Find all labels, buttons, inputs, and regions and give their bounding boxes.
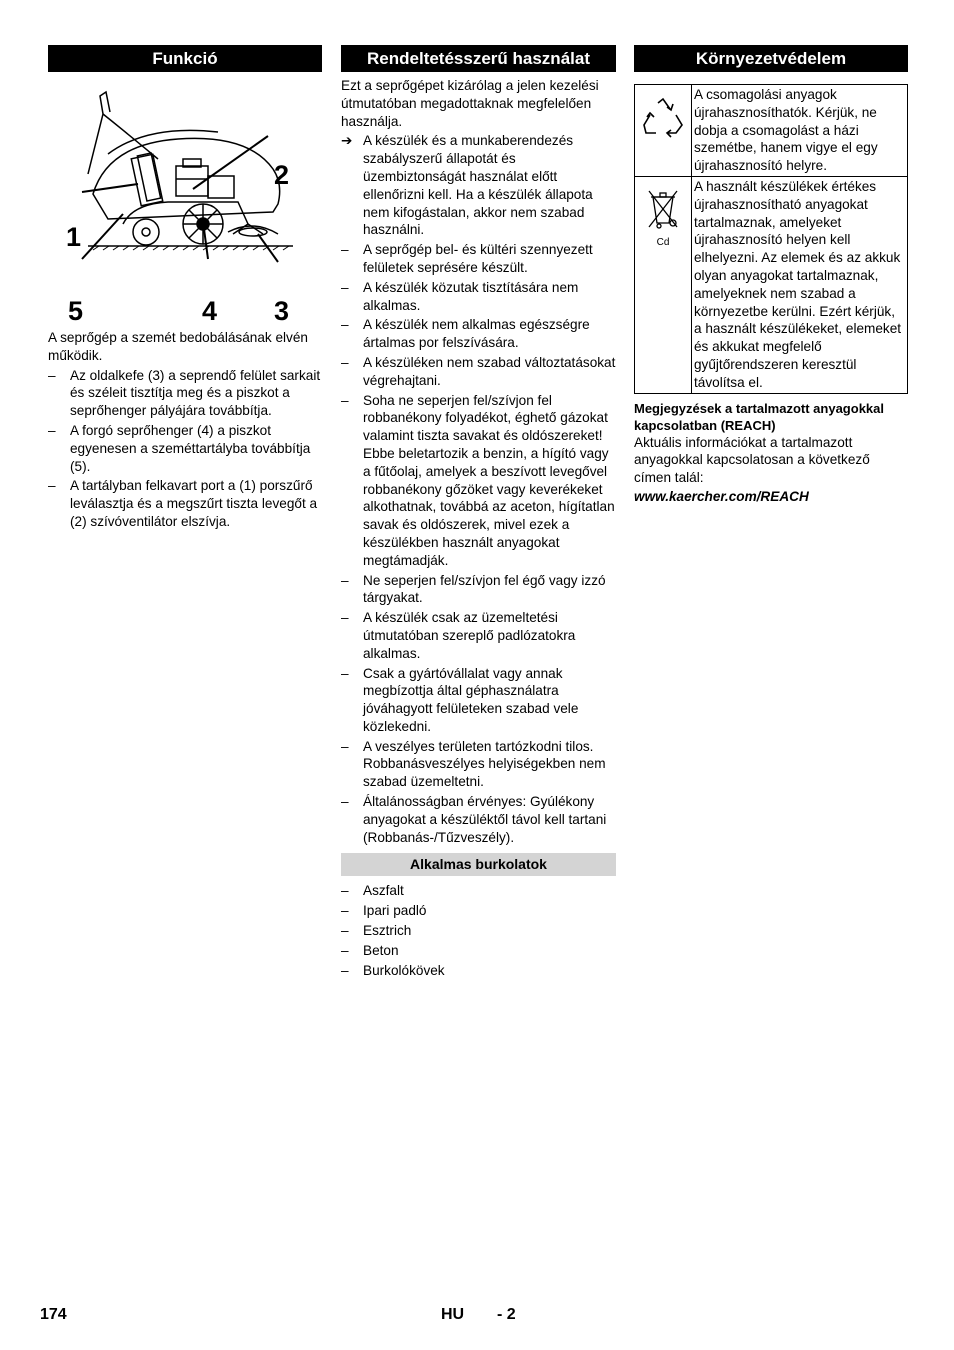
intended-use-list xyxy=(341,241,616,846)
arrow-item-text: A készülék és a munkaberendezés szabályszerű állapotát és üzembiztonságát használat előtt ellenőrizni kell. Ha a készülék állapota nem kifogástalan, akkor nem szabad használni. xyxy=(363,133,593,238)
list-item: – Aszfalt xyxy=(341,882,616,900)
page-number: 174 xyxy=(40,1306,67,1323)
list-item: – Csak a gyártóvállalat vagy annak megbízottja által géphasználatra jóváhagyott felületeken szabad vele közlekedni. xyxy=(341,665,616,736)
function-list xyxy=(48,367,322,531)
surfaces-list xyxy=(341,882,616,979)
list-item: – A seprőgép bel- és kültéri szennyezett felületek seprésére készült. xyxy=(341,241,616,277)
reach-title: Megjegyzések a tartalmazott anyagokkal kapcsolatban (REACH) xyxy=(634,400,884,433)
intended-use-intro: Ezt a seprőgépet kizárólag a jelen kezelési útmutatóban megadottaknak megfelelően használja. xyxy=(341,78,599,129)
icon-cell xyxy=(635,176,692,393)
list-item: – Általánosságban érvényes: Gyúlékony anyagokat a készüléktől távol kell tartani (Robbanás-/Tűzveszély). xyxy=(341,793,616,846)
section-number: - 2 xyxy=(497,1306,516,1323)
reach-text: Aktuális információkat a tartalmazott anyagokkal kapcsolatosan a következő címen talál: xyxy=(634,434,870,486)
callout-2: 2 xyxy=(274,160,290,190)
list-item: – Burkolókövek xyxy=(341,962,616,980)
callout-5: 5 xyxy=(68,296,84,326)
column-function xyxy=(48,45,322,531)
callout-1: 1 xyxy=(66,222,82,252)
list-item: – A készülék közutak tisztítására nem alkalmas. xyxy=(341,279,616,315)
list-item: – A forgó seprőhenger (4) a piszkot egyenesen a szeméttartályba továbbítja (5). xyxy=(48,422,322,475)
arrow-item xyxy=(341,132,616,239)
disposal-text: A használt készülékek értékes újrahasznosítható anyagokat tartalmaznak, amelyeket újrahasznosító helyen kell elhelyezni. Az elemek és az akkuk olyan anyagokat tartalmaznak, amelyeknek nem szabad a környezetbe kerülni. Ezért kérjük, a használt készülékeket, elemeket és akkukat megfelelő gyűjtőrendszeren keresztül távolítsa el. xyxy=(692,176,908,393)
cd-label: Cd xyxy=(656,236,670,248)
language-code: HU xyxy=(441,1306,465,1323)
list-item: – Esztrich xyxy=(341,922,616,940)
list-item: – A készülék nem alkalmas egészségre ártalmas por felszívására. xyxy=(341,316,616,352)
list-item: – Ne seperjen fel/szívjon fel égő vagy izzó tárgyakat. xyxy=(341,572,616,608)
list-item: – A készülék csak az üzemeltetési útmutatóban szereplő padlózatokra alkalmas. xyxy=(341,609,616,662)
sweeper-figure xyxy=(48,84,322,326)
list-item: – A veszélyes területen tartózkodni tilos. Robbanásveszélyes helyiségekben nem szabad üzemeltetni. xyxy=(341,738,616,791)
column-environment xyxy=(634,45,908,506)
crossed-bin-icon xyxy=(643,221,683,236)
recycle-icon xyxy=(640,129,686,144)
recycle-text: A csomagolási anyagok újrahasznosíthatók. Kérjük, ne dobja a csomagolást a házi szemétbe, hanem vigye el egy újrahasznosító helyre. xyxy=(692,85,908,177)
heading-function: Funkció xyxy=(48,45,322,72)
table-row xyxy=(635,176,908,393)
list-item: – A tartályban felkavart port a (1) porszűrő leválasztja és a megszűrt tiszta levegőt a (2) szívóventilátor elszívja. xyxy=(48,477,322,530)
environment-table xyxy=(634,84,908,394)
subheading-surfaces: Alkalmas burkolatok xyxy=(341,853,616,876)
reach-link[interactable]: www.kaercher.com/REACH xyxy=(634,488,809,504)
callout-3: 3 xyxy=(274,296,290,326)
list-item: – A készüléken nem szabad változtatásokat végrehajtani. xyxy=(341,354,616,390)
list-item: – Az oldalkefe (3) a seprendő felület sarkait és széleit tisztítja meg és a piszkot a seprőhenger pályájára továbbítja. xyxy=(48,367,322,420)
table-row xyxy=(635,85,908,177)
list-item: – Soha ne seperjen fel/szívjon fel robbanékony folyadékot, éghető gázokat valamint tiszta savakat és oldószereket! Ebbe beletartozik a benzin, a hígító vagy a fűtőolaj, amelyek a beszívott levegővel robbanékony gőzöket vagy keverékeket alkothatnak, továbbá az aceton, hígítatlan savak és oldószerek, mivel ezek a készülékben használt anyagokat megtámadják. xyxy=(341,392,616,570)
icon-cell xyxy=(635,85,692,177)
callout-4: 4 xyxy=(202,296,218,326)
heading-intended-use: Rendeltetésszerű használat xyxy=(341,45,616,72)
list-item: – Beton xyxy=(341,942,616,960)
list-item: – Ipari padló xyxy=(341,902,616,920)
function-intro: A seprőgép a szemét bedobálásának elvén működik. xyxy=(48,330,308,363)
column-intended-use xyxy=(341,45,616,979)
heading-environment: Környezetvédelem xyxy=(634,45,908,72)
arrow-icon: ➔ xyxy=(341,133,353,149)
